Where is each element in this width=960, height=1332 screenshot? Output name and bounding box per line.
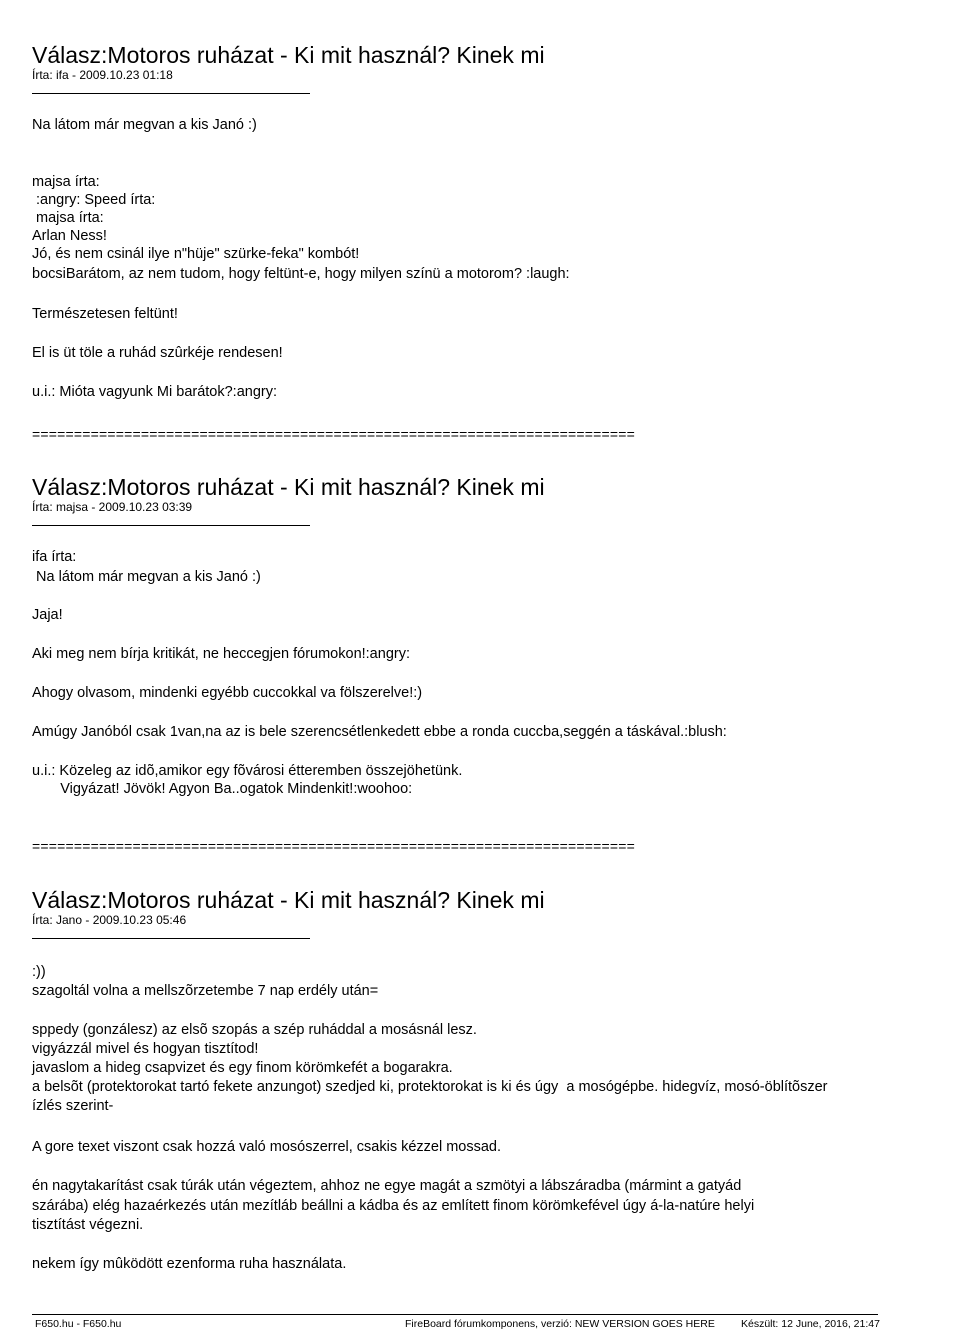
post-line: Aki meg nem bírja kritikát, ne heccegjen fórumokon!:angry: (32, 646, 410, 662)
post-line: szárába) elég hazaérkezés után mezítláb beállni a kádba és az említett finom körömkefével úgy á-la-natúre helyi (32, 1198, 755, 1214)
post-meta: Írta: ifa - 2009.10.23 01:18 (32, 68, 173, 82)
quote-line: majsa írta: (32, 174, 100, 190)
post-line: szagoltál volna a mellszõrzetembe 7 nap erdély után= (32, 983, 379, 999)
post-line: vigyázzál mivel és hogyan tisztítod! (32, 1041, 259, 1057)
post-1 (32, 42, 952, 400)
post-title: Válasz:Motoros ruházat - Ki mit használ? Kinek mi (32, 42, 545, 68)
post-separator: ======================================================================== (32, 838, 636, 854)
footer-generated: Készült: 12 June, 2016, 21:47 (741, 1318, 880, 1330)
post-line: Jaja! (32, 607, 63, 623)
post-line: nekem így mûködött ezenforma ruha használata. (32, 1256, 347, 1272)
post-divider (32, 525, 310, 526)
post-title: Válasz:Motoros ruházat - Ki mit használ? Kinek mi (32, 887, 545, 913)
post-line: :)) (32, 964, 46, 980)
post-meta: Írta: majsa - 2009.10.23 03:39 (32, 500, 193, 514)
post-separator: ======================================================================== (32, 426, 636, 442)
post-line: Természetesen feltünt! (32, 306, 178, 322)
post-line: Na látom már megvan a kis Janó :) (32, 117, 257, 133)
post-line: tisztítást végezni. (32, 1217, 144, 1233)
post-line: sppedy (gonzálesz) az elsõ szopás a szép ruháddal a mosásnál lesz. (32, 1022, 477, 1038)
post-3 (32, 887, 952, 1272)
quote-line: Na látom már megvan a kis Janó :) (32, 569, 261, 585)
post-line: Ahogy olvasom, mindenki egyébb cuccokkal va fölszerelve!:) (32, 685, 423, 701)
post-line: Vigyázat! Jövök! Agyon Ba..ogatok Mindenkit!:woohoo: (32, 781, 413, 797)
quote-line: Arlan Ness! (32, 228, 107, 244)
post-line: a belsõt (protektorokat tartó fekete anzungot) szedjed ki, protektorokat is ki és úgy a mosógépbe. hidegvíz, mosó-öblítõszer (32, 1079, 828, 1095)
post-line: bocsiBarátom, az nem tudom, hogy feltünt-e, hogy milyen színü a motorom? :laugh: (32, 266, 570, 282)
post-line: El is üt töle a ruhád szûrkéje rendesen! (32, 345, 283, 361)
quote-line: Jó, és nem csinál ilye n"hüje" szürke-feka" kombót! (32, 246, 360, 262)
footer-site: F650.hu - F650.hu (35, 1318, 122, 1330)
post-divider (32, 93, 310, 94)
post-line: javaslom a hideg csapvizet és egy finom körömkefét a bogarakra. (32, 1060, 453, 1076)
footer-component: FireBoard fórumkomponens, verzió: NEW VERSION GOES HERE (405, 1318, 715, 1330)
post-line: én nagytakarítást csak túrák után végeztem, ahhoz ne egye magát a szmötyi a lábszáradba (mármint a gatyád (32, 1178, 742, 1194)
post-title: Válasz:Motoros ruházat - Ki mit használ? Kinek mi (32, 474, 545, 500)
post-divider (32, 938, 310, 939)
post-line: A gore texet viszont csak hozzá való mosószerrel, csakis kézzel mossad. (32, 1139, 502, 1155)
post-meta: Írta: Jano - 2009.10.23 05:46 (32, 913, 187, 927)
post-line: ízlés szerint- (32, 1098, 114, 1114)
post-line: Amúgy Janóból csak 1van,na az is bele szerencsétlenkedett ebbe a ronda cuccba,seggén a táskával.:blush: (32, 724, 727, 740)
post-line: u.i.: Mióta vagyunk Mi barátok?:angry: (32, 384, 278, 400)
quote-line: majsa írta: (32, 210, 104, 226)
footer-divider (32, 1314, 878, 1315)
quote-line: ifa írta: (32, 549, 77, 565)
post-2 (32, 474, 952, 797)
post-line: u.i.: Közeleg az idõ,amikor egy fõvárosi étteremben összejöhetünk. (32, 763, 463, 779)
quote-line: :angry: Speed írta: (32, 192, 156, 208)
